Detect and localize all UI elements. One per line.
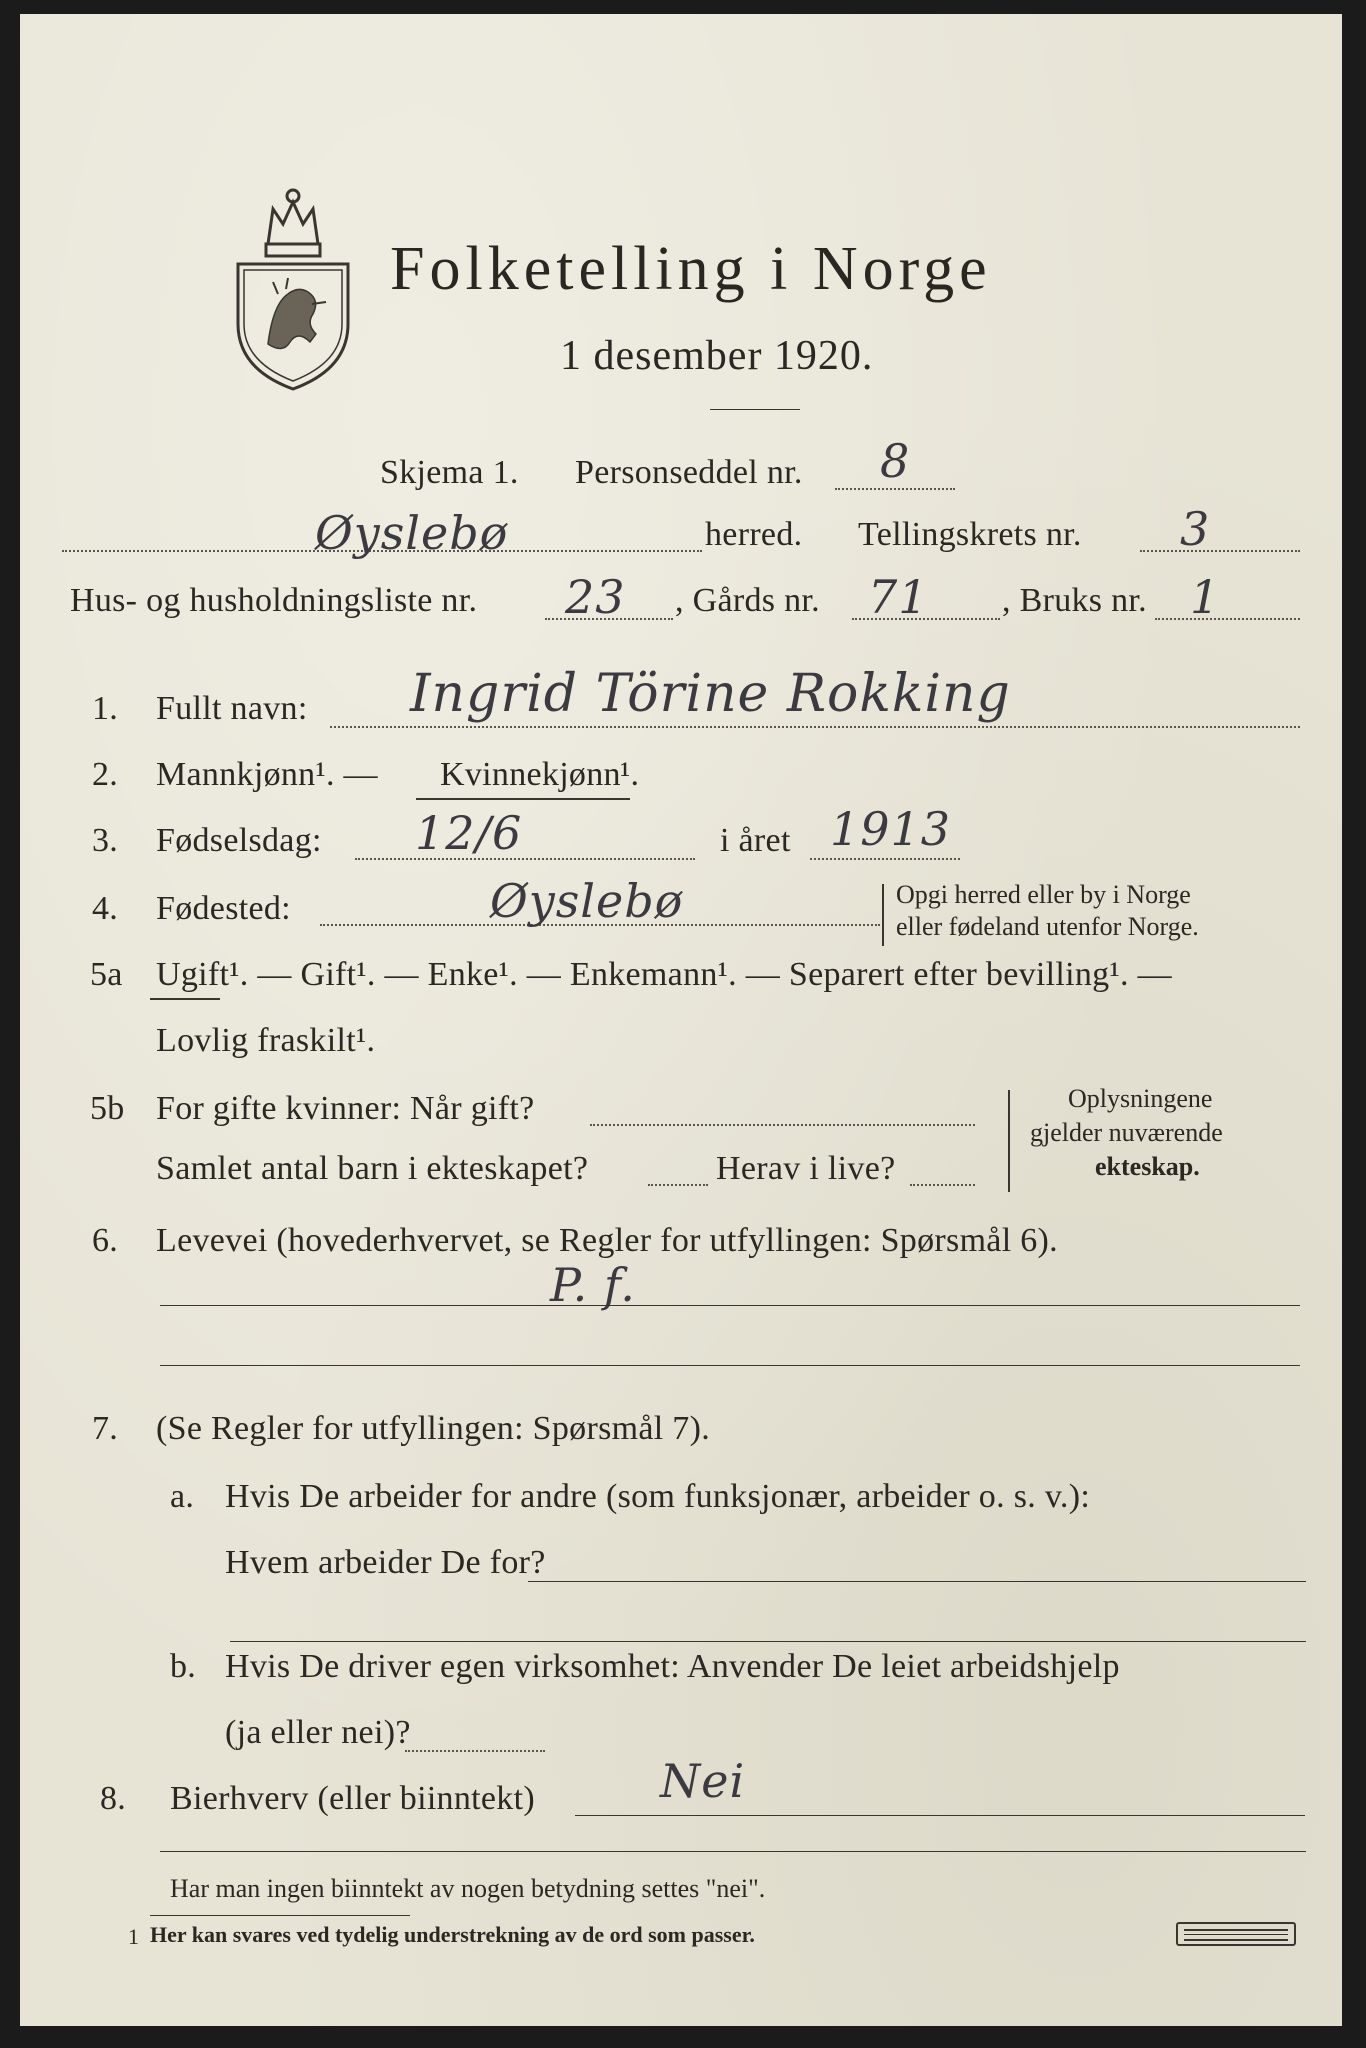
q7a-label-line-2: Hvem arbeider De for? bbox=[225, 1544, 546, 1581]
gards-value[interactable]: 71 bbox=[868, 570, 929, 624]
side-income-value[interactable]: Nei bbox=[660, 1754, 746, 1808]
q7b-number: b. bbox=[170, 1648, 197, 1685]
census-form-sheet bbox=[20, 14, 1342, 2026]
q5b-children-dotted-line bbox=[648, 1184, 708, 1186]
ugift-underline bbox=[150, 998, 220, 1000]
q5a-label-line-2: Lovlig fraskilt¹. bbox=[156, 1022, 376, 1059]
footnote-text: Her kan svares ved tydelig understrekning av de ord som passer. bbox=[150, 1922, 755, 1947]
occupation-value[interactable]: P. f. bbox=[550, 1258, 636, 1312]
title-divider bbox=[710, 408, 800, 410]
personseddel-dotted-line bbox=[835, 488, 955, 490]
q7a-answer-line-1 bbox=[528, 1580, 1306, 1582]
q7b-label: Hvis De driver egen virksomhet: Anvender De leiet arbeidshjelp bbox=[225, 1648, 1120, 1685]
q5b-note-brace bbox=[1008, 1090, 1010, 1192]
q4-number: 4. bbox=[92, 890, 119, 927]
q7-label: (Se Regler for utfyllingen: Spørsmål 7). bbox=[156, 1410, 711, 1447]
q5a-number: 5a bbox=[90, 956, 123, 993]
q5b-note-line-3: ekteskap. bbox=[1095, 1152, 1200, 1181]
q4-label: Fødested: bbox=[156, 890, 291, 927]
q6-answer-line-2 bbox=[160, 1364, 1300, 1366]
herred-value[interactable]: Øyslebø bbox=[315, 506, 509, 560]
q7b-label-line-2: (ja eller nei)? bbox=[225, 1714, 411, 1751]
q7a-number: a. bbox=[170, 1478, 195, 1515]
birthplace-value[interactable]: Øyslebø bbox=[490, 874, 684, 928]
norwegian-coat-of-arms-icon bbox=[228, 174, 358, 394]
q7-number: 7. bbox=[92, 1410, 119, 1447]
q5a-label: Ugift¹. — Gift¹. — Enke¹. — Enkemann¹. — Separert efter bevilling¹. — bbox=[156, 956, 1172, 993]
bruks-dotted-line bbox=[1155, 618, 1300, 620]
q5b-number: 5b bbox=[90, 1090, 125, 1127]
q1-number: 1. bbox=[92, 690, 119, 727]
q5b-married-dotted-line bbox=[590, 1124, 975, 1126]
census-date: 1 desember 1920. bbox=[560, 333, 874, 379]
tellingskrets-value[interactable]: 3 bbox=[1180, 502, 1211, 556]
q5b-children-label: Samlet antal barn i ekteskapet? bbox=[156, 1150, 589, 1187]
footer-note: Har man ingen biinntekt av nogen betydning settes "nei". bbox=[170, 1874, 766, 1903]
q3-year-dotted-line bbox=[810, 858, 960, 860]
q6-label: Levevei (hovederhvervet, se Regler for utfyllingen: Spørsmål 6). bbox=[156, 1222, 1058, 1259]
q8-label: Bierhverv (eller biinntekt) bbox=[170, 1780, 535, 1817]
q5b-note-line-2: gjelder nuværende bbox=[1030, 1118, 1223, 1147]
q8-answer-line bbox=[575, 1814, 1305, 1816]
q3-year-label: i året bbox=[720, 822, 791, 859]
q5b-alive-label: Herav i live? bbox=[716, 1150, 896, 1187]
footer-divider bbox=[160, 1850, 1306, 1852]
q2-number: 2. bbox=[92, 756, 119, 793]
footnote-divider bbox=[150, 1914, 410, 1916]
q3-label: Fødselsdag: bbox=[156, 822, 322, 859]
personseddel-value[interactable]: 8 bbox=[880, 434, 911, 488]
q1-dotted-line bbox=[330, 726, 1300, 728]
q8-number: 8. bbox=[100, 1780, 127, 1817]
q7a-label: Hvis De arbeider for andre (som funksjonær, arbeider o. s. v.): bbox=[225, 1478, 1091, 1515]
bruks-value[interactable]: 1 bbox=[1190, 570, 1221, 624]
q2-label-suffix: ¹. bbox=[620, 756, 640, 793]
q4-note-line-2: eller fødeland utenfor Norge. bbox=[896, 912, 1199, 941]
birth-date-value[interactable]: 12/6 bbox=[415, 806, 523, 860]
q7a-answer-line-2 bbox=[230, 1640, 1306, 1642]
q2-label-male: Mannkjønn¹. — bbox=[156, 756, 378, 793]
tellingskrets-dotted-line bbox=[1140, 550, 1300, 552]
tellingskrets-label: Tellingskrets nr. bbox=[858, 516, 1082, 553]
q5b-alive-dotted-line bbox=[910, 1184, 975, 1186]
full-name-value[interactable]: Ingrid Törine Rokking bbox=[410, 664, 1011, 724]
form-title: Folketelling i Norge bbox=[390, 235, 992, 303]
q7b-dotted-line bbox=[405, 1750, 545, 1752]
q4-note-brace bbox=[882, 884, 884, 946]
q4-note-line-1: Opgi herred eller by i Norge bbox=[896, 880, 1191, 909]
hus-label: Hus- og husholdningsliste nr. bbox=[70, 582, 478, 619]
q2-label-female[interactable]: Kvinnekjønn bbox=[440, 756, 621, 793]
schema-label: Skjema 1. bbox=[380, 454, 519, 491]
q1-label: Fullt navn: bbox=[156, 690, 308, 727]
gards-label: , Gårds nr. bbox=[675, 582, 820, 619]
q6-answer-line-1 bbox=[160, 1304, 1300, 1306]
printer-stamp-logo bbox=[1176, 1922, 1296, 1946]
female-underline bbox=[416, 798, 630, 800]
q3-number: 3. bbox=[92, 822, 119, 859]
q5b-label: For gifte kvinner: Når gift? bbox=[156, 1090, 535, 1127]
personseddel-label: Personseddel nr. bbox=[575, 454, 803, 491]
footnote-number: 1 bbox=[128, 1924, 139, 1949]
bruks-label: , Bruks nr. bbox=[1002, 582, 1147, 619]
hus-value[interactable]: 23 bbox=[565, 570, 626, 624]
birth-year-value[interactable]: 1913 bbox=[830, 802, 952, 856]
q6-number: 6. bbox=[92, 1222, 119, 1259]
q5b-note-line-1: Oplysningene bbox=[1068, 1084, 1213, 1113]
herred-label: herred. bbox=[705, 516, 803, 553]
q3-dotted-line bbox=[355, 858, 695, 860]
